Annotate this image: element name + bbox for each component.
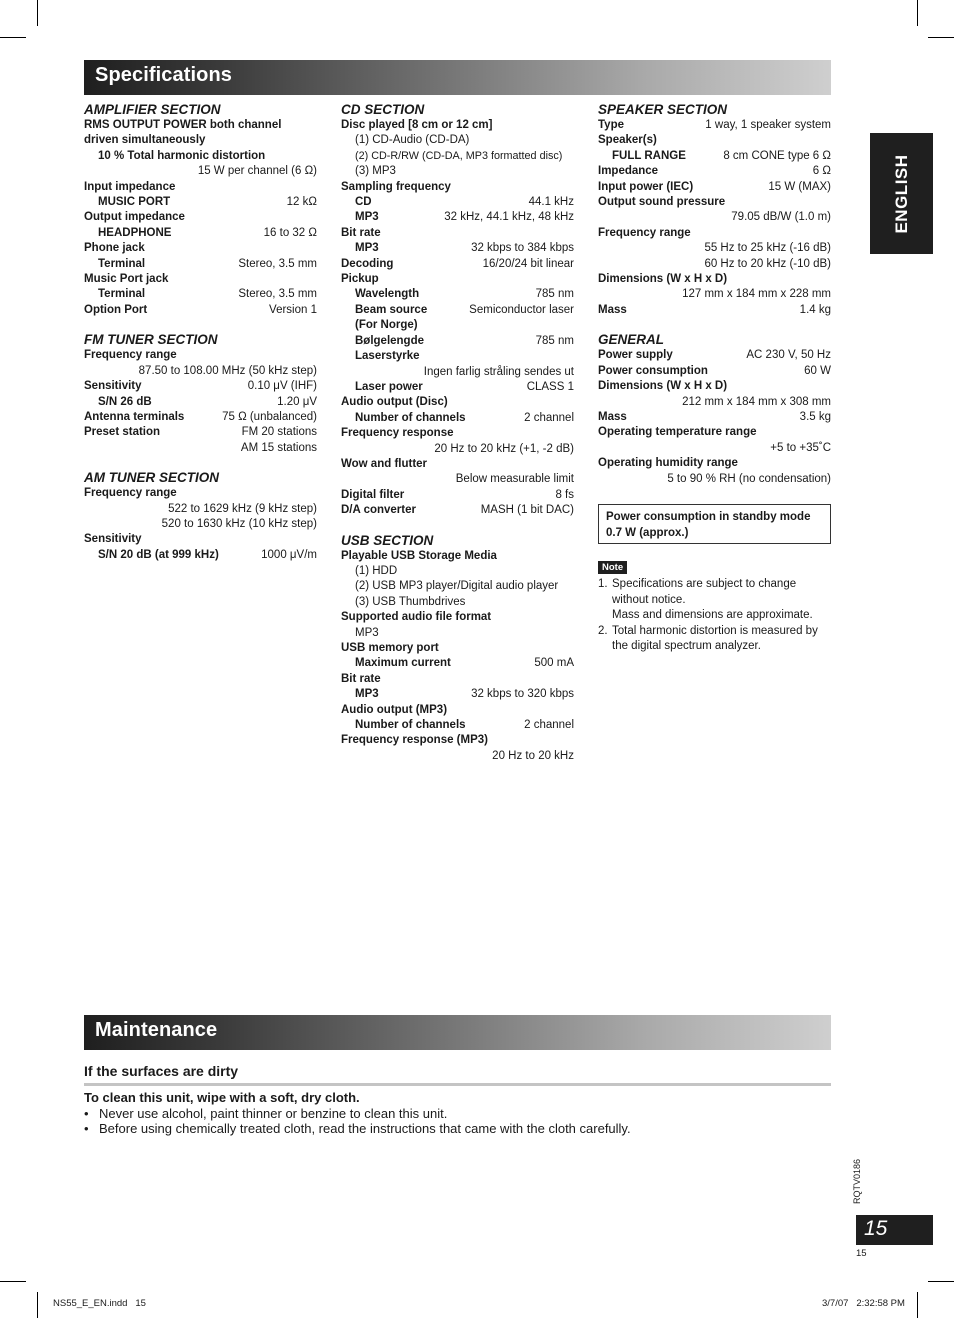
spec-label: Frequency range (84, 487, 177, 500)
speaker-heading: SPEAKER SECTION (598, 102, 728, 117)
spec-row (341, 656, 574, 671)
spec-label: Frequency range (84, 349, 177, 362)
spec-value: 16/20/24 bit linear (482, 257, 574, 270)
spec-label: Impedance (598, 165, 659, 178)
standby-line-2: 0.7 W (approx.) (606, 526, 689, 539)
spec-label: Dimensions (W x H x D) (598, 380, 728, 393)
spec-label: USB memory port (341, 642, 439, 654)
spec-label: Terminal (98, 288, 146, 301)
maintenance-subheading: If the surfaces are dirty (84, 1063, 831, 1086)
crop-mark (0, 37, 26, 38)
spec-label: Mass (598, 410, 627, 423)
spec-label: Number of channels (355, 719, 466, 732)
spec-label: MP3 (355, 211, 379, 224)
spec-row (341, 503, 574, 518)
spec-label: Speaker(s) (598, 134, 657, 147)
note-number: 2. (598, 624, 608, 637)
spec-row (598, 303, 831, 318)
language-tab (870, 133, 933, 254)
note-item (598, 577, 838, 624)
spec-row (598, 410, 831, 425)
spec-row (341, 687, 574, 702)
spec-label: HEADPHONE (98, 226, 172, 239)
spec-value: (3) MP3 (355, 165, 396, 178)
spec-value: 32 kHz, 44.1 kHz, 48 kHz (444, 211, 574, 224)
spec-value: MASH (1 bit DAC) (480, 504, 574, 517)
spec-label: MUSIC PORT (98, 196, 171, 209)
spec-value: +5 to +35˚C (770, 441, 831, 454)
crop-mark (0, 1281, 26, 1282)
spec-value: 2 channel (524, 719, 574, 732)
spec-label: Input power (IEC) (598, 180, 694, 193)
standby-power-box (598, 504, 831, 544)
spec-value: 20 Hz to 20 kHz (492, 749, 574, 762)
spec-label: Supported audio file format (341, 611, 492, 624)
spec-value: AM 15 stations (240, 441, 317, 454)
note-text: Mass and dimensions are approximate. (612, 609, 813, 621)
spec-label: Frequency response (MP3) (341, 734, 488, 747)
spec-value: 522 to 1629 kHz (9 kHz step) (168, 502, 317, 515)
spec-value: Below measurable limit (455, 473, 574, 486)
spec-label: Type (598, 119, 624, 131)
spec-label: Antenna terminals (84, 410, 185, 423)
spec-row (341, 488, 574, 503)
spec-label: Playable USB Storage Media (341, 549, 497, 562)
spec-label: D/A converter (341, 504, 416, 517)
spec-label: Digital filter (341, 488, 405, 501)
spec-row (341, 210, 574, 225)
spec-label: MP3 (355, 688, 379, 701)
spec-label: Sampling frequency (341, 180, 451, 193)
spec-label: Audio output (Disc) (341, 396, 448, 409)
spec-row (341, 287, 574, 302)
spec-value: AC 230 V, 50 Hz (746, 349, 831, 362)
spec-row (341, 334, 574, 349)
spec-row (84, 303, 317, 318)
bullet-text: Never use alcohol, paint thinner or benzine to clean this unit. (99, 1105, 448, 1121)
spec-value: 8 fs (555, 488, 574, 501)
spec-label: Frequency range (598, 226, 691, 239)
spec-label: CD (355, 196, 372, 209)
spec-label: driven simultaneously (84, 134, 206, 147)
spec-label: RMS OUTPUT POWER both channel (84, 119, 282, 131)
spec-label: FULL RANGE (612, 149, 686, 162)
spec-row (84, 548, 317, 563)
bullet-mark: • (84, 1121, 89, 1136)
spec-label: Bølgelengde (355, 334, 425, 347)
spec-value: CLASS 1 (526, 380, 574, 393)
spec-value: 500 mA (534, 657, 574, 670)
spec-row (84, 425, 317, 440)
spec-value: 12 kΩ (286, 196, 317, 209)
spec-value: 1000 μV/m (261, 548, 317, 561)
document-code: RQTV0186 (852, 1158, 862, 1204)
spec-row (84, 195, 317, 210)
spec-label: Wavelength (355, 288, 420, 301)
spec-value: 212 mm x 184 mm x 308 mm (682, 395, 831, 408)
spec-row (341, 380, 574, 395)
spec-column-1 (84, 101, 317, 563)
crop-mark (917, 0, 918, 26)
spec-label: Bit rate (341, 226, 381, 239)
spec-row (598, 164, 831, 179)
spec-value: 785 nm (535, 288, 574, 301)
spec-label: Input impedance (84, 180, 176, 193)
page-number-box (856, 1215, 933, 1245)
spec-value: 127 mm x 184 mm x 228 mm (682, 288, 831, 301)
spec-label: Number of channels (355, 411, 466, 424)
spec-value: 32 kbps to 384 kbps (471, 242, 574, 255)
crop-mark (37, 1292, 38, 1318)
maintenance-instruction: To clean this unit, wipe with a soft, dry cloth. (84, 1090, 360, 1105)
crop-mark (928, 37, 954, 38)
spec-label: MP3 (355, 242, 379, 255)
bullet-mark: • (84, 1105, 89, 1121)
spec-value: 1.20 μV (277, 395, 317, 408)
spec-value: 20 Hz to 20 kHz (+1, -2 dB) (434, 442, 574, 455)
spec-value: 15 W per channel (6 Ω) (197, 165, 317, 178)
cd-heading: CD SECTION (341, 102, 425, 117)
spec-value: 79.05 dB/W (1.0 m) (731, 211, 831, 224)
spec-label: Phone jack (84, 242, 145, 255)
crop-mark (37, 0, 38, 26)
spec-value: 0.10 μV (IHF) (247, 380, 317, 393)
spec-row (598, 118, 831, 133)
bullet-item (84, 1106, 844, 1122)
spec-column-2 (341, 101, 574, 764)
spec-label: Bit rate (341, 672, 381, 685)
spec-label: 10 % Total harmonic distortion (98, 149, 266, 162)
spec-row (84, 257, 317, 272)
spec-value: 1.4 kg (799, 303, 831, 316)
spec-value: 785 nm (535, 334, 574, 347)
spec-row (341, 195, 574, 210)
spec-label: Power supply (598, 349, 673, 362)
note-tag: Note (598, 561, 627, 574)
spec-label: Dimensions (W x H x D) (598, 273, 728, 286)
spec-label: Laser power (355, 380, 423, 393)
spec-row (598, 149, 831, 164)
spec-value: 5 to 90 % RH (no condensation) (667, 472, 831, 485)
spec-value: Version 1 (269, 303, 317, 316)
spec-value: 15 W (MAX) (768, 180, 831, 193)
spec-row (341, 241, 574, 256)
spec-row (341, 303, 574, 318)
language-tab-label: ENGLISH (891, 153, 911, 234)
note-text: Total harmonic distortion is measured by (612, 624, 818, 637)
spec-value: 3.5 kg (799, 410, 831, 423)
spec-row (84, 287, 317, 302)
spec-column-3 (598, 101, 831, 487)
spec-label: Operating temperature range (598, 426, 757, 439)
spec-value: 1 way, 1 speaker system (705, 119, 831, 131)
spec-value: (2) USB MP3 player/Digital audio player (355, 580, 559, 593)
spec-value: 55 Hz to 25 kHz (-16 dB) (704, 242, 831, 255)
spec-label: Sensitivity (84, 380, 142, 393)
page-number-small: 15 (856, 1248, 867, 1259)
spec-value: (3) USB Thumbdrives (355, 595, 466, 608)
bullet-item (84, 1121, 844, 1137)
page-number: 15 (864, 1217, 888, 1240)
spec-value: (2) CD-R/RW (CD-DA, MP3 formatted disc) (355, 149, 563, 162)
note-number: 1. (598, 578, 608, 590)
spec-value: 32 kbps to 320 kbps (471, 688, 574, 701)
spec-label: S/N 20 dB (at 999 kHz) (98, 548, 219, 561)
spec-label: Option Port (84, 303, 148, 316)
spec-label: Pickup (341, 273, 379, 286)
spec-row (341, 257, 574, 272)
spec-label: Power consumption (598, 364, 708, 377)
spec-row (598, 348, 831, 363)
spec-value: MP3 (355, 626, 379, 639)
spec-value: (1) CD-Audio (CD-DA) (355, 134, 470, 147)
spec-label: Disc played [8 cm or 12 cm] (341, 119, 493, 131)
spec-label: Sensitivity (84, 533, 142, 546)
general-heading: GENERAL (598, 332, 665, 348)
spec-value: 44.1 kHz (528, 196, 574, 209)
spec-value: 520 to 1630 kHz (10 kHz step) (161, 517, 317, 530)
spec-row (84, 379, 317, 394)
spec-row (341, 411, 574, 426)
spec-label: Maximum current (355, 657, 451, 670)
spec-row (84, 226, 317, 241)
spec-value: 6 Ω (812, 165, 831, 178)
spec-label: Terminal (98, 257, 146, 270)
spec-label: Beam source (355, 303, 428, 316)
footer-timestamp: 3/7/07 2:32:58 PM (822, 1298, 905, 1309)
spec-row (598, 180, 831, 195)
spec-value: 60 Hz to 20 kHz (-10 dB) (704, 257, 831, 270)
crop-mark (928, 1281, 954, 1282)
spec-row (84, 410, 317, 425)
maintenance-title: Maintenance (95, 1019, 218, 1041)
spec-value: 16 to 32 Ω (263, 226, 317, 239)
spec-label: Decoding (341, 257, 394, 270)
spec-label: Mass (598, 303, 627, 316)
standby-line-1: Power consumption in standby mode (606, 511, 811, 523)
spec-label: Output impedance (84, 211, 185, 224)
spec-value: 87.50 to 108.00 MHz (50 kHz step) (138, 364, 317, 377)
usb-heading: USB SECTION (341, 532, 434, 548)
spec-label: Music Port jack (84, 273, 169, 286)
bullet-text: Before using chemically treated cloth, read the instructions that came with the cloth carefully. (99, 1121, 631, 1136)
spec-value: 8 cm CONE type 6 Ω (723, 149, 831, 162)
spec-value: Stereo, 3.5 mm (238, 257, 317, 270)
specifications-banner (84, 60, 831, 95)
spec-label: Operating humidity range (598, 457, 738, 470)
spec-value: Ingen farlig stråling sendes ut (423, 365, 574, 378)
spec-value: (1) HDD (355, 564, 398, 577)
note-text: without notice. (612, 593, 686, 606)
note-text: Specifications are subject to change (612, 578, 797, 590)
spec-label: Output sound pressure (598, 196, 726, 209)
spec-value: Stereo, 3.5 mm (238, 288, 317, 301)
spec-value: FM 20 stations (241, 426, 317, 439)
spec-label: Frequency response (341, 427, 454, 440)
spec-label: Audio output (MP3) (341, 703, 448, 716)
maintenance-body (84, 1090, 844, 1137)
crop-mark (917, 1292, 918, 1318)
spec-label: (For Norge) (355, 319, 418, 332)
amplifier-heading: AMPLIFIER SECTION (84, 102, 221, 117)
spec-value: 75 Ω (unbalanced) (222, 410, 317, 423)
footer-file-info: NS55_E_EN.indd 15 (53, 1298, 146, 1309)
spec-row (84, 395, 317, 410)
spec-value: 2 channel (524, 411, 574, 424)
spec-label: Wow and flutter (341, 457, 428, 470)
spec-row (341, 718, 574, 733)
fm-heading: FM TUNER SECTION (84, 332, 218, 348)
spec-label: S/N 26 dB (98, 395, 152, 408)
spec-value: 60 W (804, 364, 831, 377)
am-heading: AM TUNER SECTION (84, 470, 219, 486)
notes-list (598, 577, 838, 655)
spec-value: Semiconductor laser (469, 303, 574, 316)
note-text: the digital spectrum analyzer. (612, 640, 761, 652)
note-item (598, 624, 838, 655)
maintenance-banner (84, 1015, 831, 1050)
spec-label: Preset station (84, 426, 161, 439)
spec-row (598, 364, 831, 379)
spec-label: Laserstyrke (355, 350, 420, 363)
page-title: Specifications (95, 64, 232, 86)
